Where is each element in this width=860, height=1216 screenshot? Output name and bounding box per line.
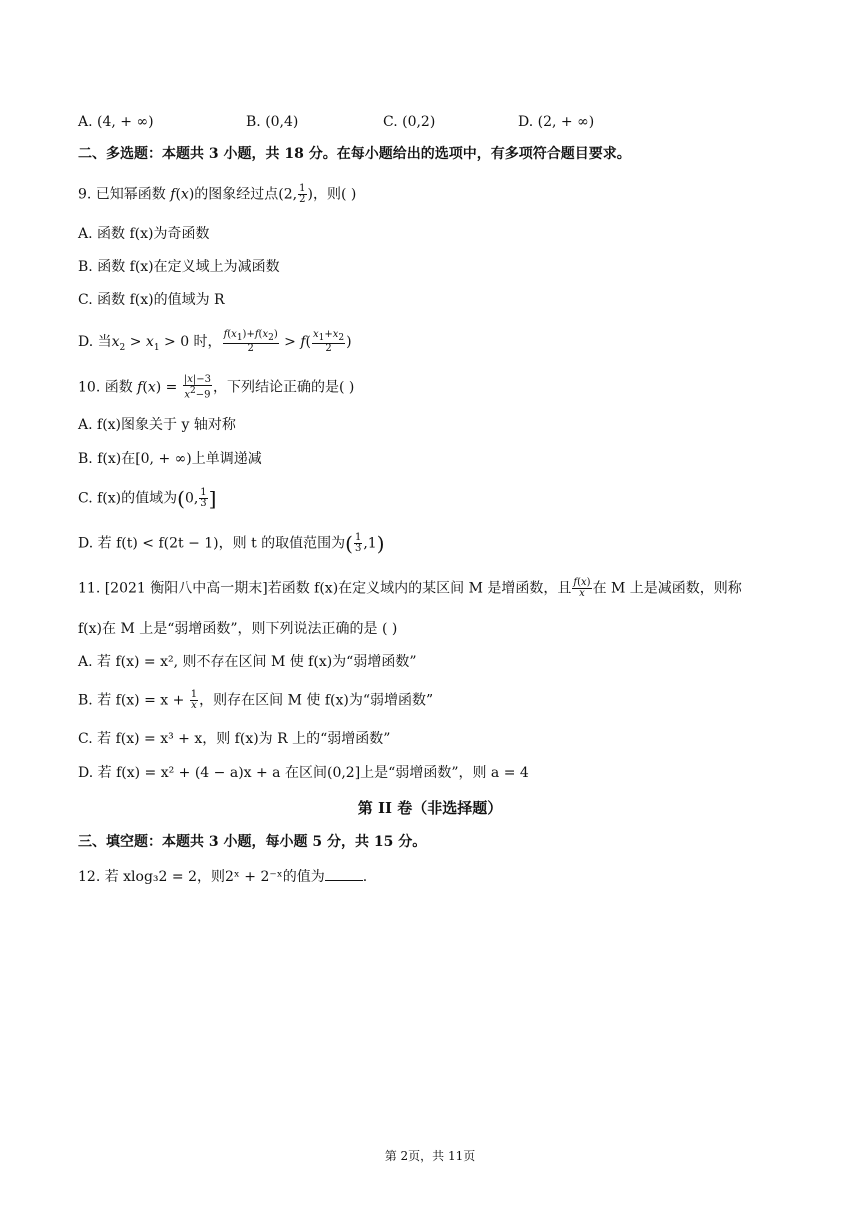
q12-stem: 12. 若 xlog₃2 = 2，则2ˣ + 2⁻ˣ的值为 . <box>78 866 367 887</box>
q9-option-a: A. 函数 f(x)为奇函数 <box>78 226 210 242</box>
q9-option-b: B. 函数 f(x)在定义域上为减函数 <box>78 259 280 275</box>
q11-option-a: A. 若 f(x) = x², 则不存在区间 M 使 f(x)为“弱增函数” <box>78 654 417 670</box>
answer-blank[interactable] <box>325 866 363 881</box>
q10-option-c: C. f(x)的值域为(0, $\frac{1}{3}$ ] <box>78 486 217 511</box>
page-footer: 第 2页，共 11页 <box>384 1149 476 1163</box>
fraction: $\frac{1}{2}$ <box>299 183 306 205</box>
q11-option-b: B. 若 f(x) = x + $\frac{1}{x}$ ，则存在区间 M 使 f(x)为“弱增函数” <box>78 689 434 711</box>
q10-option-b: B. f(x)在[0, + ∞)上单调递减 <box>78 451 262 467</box>
section2-header: 二、多选题：本题共 3 小题，共 18 分。在每小题给出的选项中，有多项符合题目要求。 <box>78 146 631 162</box>
section3-header: 三、填空题：本题共 3 小题，每小题 5 分，共 15 分。 <box>78 834 427 850</box>
part2-title: 第 II 卷（非选择题） <box>357 799 503 817</box>
q9-option-d: D. 当$x_2 > x_1 > 0$ 时， $\frac{f(x_1)+f(x_2)}{2}$ > f( $\frac{x_1+x_2}{2}$ ) <box>78 329 352 354</box>
q8-option-d: D. (2, + ∞) <box>518 114 595 130</box>
q11-option-d: D. 若 f(x) = x² + (4 − a)x + a 在区间(0,2]上是“弱增函数”，则 a = 4 <box>78 765 529 781</box>
q11-option-c: C. 若 f(x) = x³ + x，则 f(x)为 R 上的“弱增函数” <box>78 731 391 747</box>
q8-options <box>78 112 778 132</box>
q8-option-a: A. (4, + ∞) <box>78 114 154 130</box>
q10-option-a: A. f(x)图象关于 y 轴对称 <box>78 417 236 433</box>
q8-option-b: B. (0,4) <box>246 114 299 130</box>
q10-option-d: D. 若 f(t) < f(2t − 1)，则 t 的取值范围为( $\frac{1}{3}$ ,1) <box>78 531 385 556</box>
q9-stem: 9. 已知幂函数 f(x)的图象经过点(2, $\frac{1}{2}$ )，则( ) <box>78 183 357 205</box>
q8-option-c: C. (0,2) <box>383 114 436 130</box>
q9-option-c: C. 函数 f(x)的值域为 R <box>78 292 225 308</box>
q11-stem-line2: f(x)在 M 上是“弱增函数”，则下列说法正确的是 ( ) <box>78 621 398 637</box>
q10-stem: 10. 函数 f(x) = $\frac{|x|-3}{x^2-9}$ ，下列结论正确的是( ) <box>78 374 355 401</box>
q11-stem: 11. [2021 衡阳八中高一期末]若函数 f(x)在定义域内的某区间 M 是增函数，且 $\frac{f(x)}{x}$ 在 M 上是减函数，则称 <box>78 577 742 599</box>
